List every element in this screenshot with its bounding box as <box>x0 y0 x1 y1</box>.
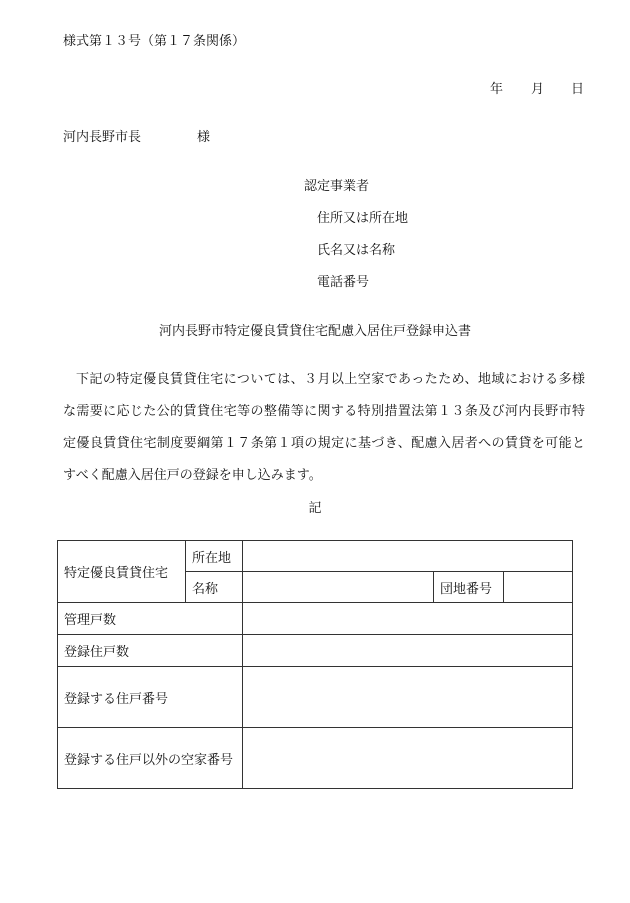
table-row <box>58 728 573 789</box>
table-row <box>58 667 573 728</box>
body-line-3: 定優良賃貸住宅制度要綱第１７条第１項の規定に基づき、配慮入居者への賃貸を可能と <box>63 436 585 451</box>
registered-unit-numbers-label: 登録する住戸番号 <box>58 667 243 728</box>
applicant-name-label: 氏名又は名称 <box>317 243 396 258</box>
managed-units-field[interactable] <box>243 603 573 635</box>
document-title: 河内長野市特定優良賃貸住宅配慮入居住戸登録申込書 <box>158 324 471 339</box>
applicant-address-label: 住所又は所在地 <box>317 211 409 226</box>
registration-table <box>57 540 573 789</box>
ki-heading: 記 <box>308 501 322 516</box>
body-line-4: すべく配慮入居住戸の登録を申し込みます。 <box>63 468 322 483</box>
complex-number-field[interactable] <box>504 572 573 603</box>
date-year-label: 年 <box>490 82 504 97</box>
location-field[interactable] <box>243 541 573 572</box>
other-vacant-numbers-field[interactable] <box>243 728 573 789</box>
date-month-label: 月 <box>531 82 545 97</box>
applicant-title: 認定事業者 <box>304 179 370 194</box>
date-day-label: 日 <box>571 82 585 97</box>
name-label: 名称 <box>186 572 243 603</box>
registered-units-label: 登録住戸数 <box>58 635 243 667</box>
other-vacant-numbers-label: 登録する住戸以外の空家番号 <box>58 728 243 789</box>
body-line-2: な需要に応じた公的賃貸住宅等の整備等に関する特別措置法第１３条及び河内長野市特 <box>63 404 585 419</box>
table-row <box>58 635 573 667</box>
body-line-1: 下記の特定優良賃貸住宅については、３月以上空家であったため、地域における多様 <box>76 372 585 387</box>
registered-unit-numbers-field[interactable] <box>243 667 573 728</box>
registered-units-field[interactable] <box>243 635 573 667</box>
name-field[interactable] <box>243 572 434 603</box>
addressee: 河内長野市長 <box>63 130 142 145</box>
managed-units-label: 管理戸数 <box>58 603 243 635</box>
addressee-suffix: 様 <box>197 130 211 145</box>
housing-label: 特定優良賃貸住宅 <box>58 541 186 603</box>
complex-number-label: 団地番号 <box>434 572 504 603</box>
table-row <box>58 603 573 635</box>
location-label: 所在地 <box>186 541 243 572</box>
table-row <box>58 541 573 572</box>
form-number: 様式第１３号（第１７条関係） <box>63 34 246 49</box>
applicant-phone-label: 電話番号 <box>317 275 370 290</box>
